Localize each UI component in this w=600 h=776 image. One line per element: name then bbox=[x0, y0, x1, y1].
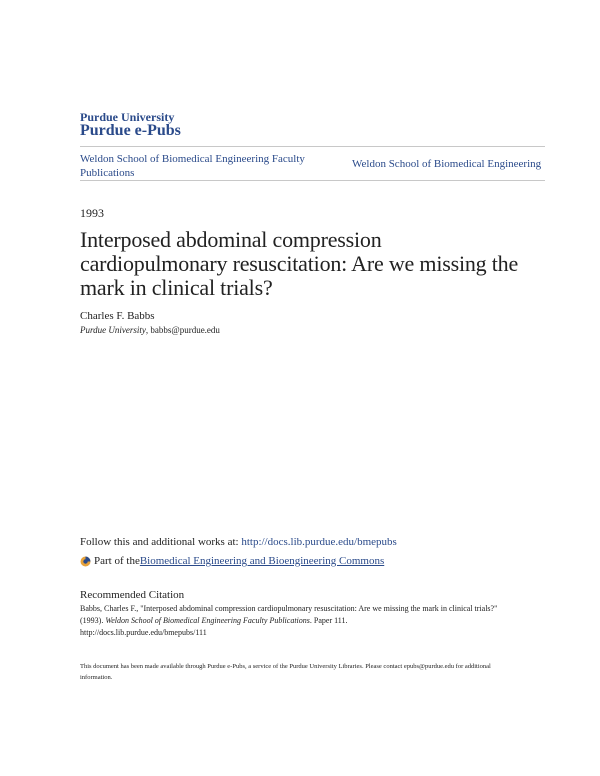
availability-notice: This document has been made available through Purdue e-Pubs, a service of the Purdue University Libraries. Please contact epubs@purdue.edu for additional information. bbox=[80, 663, 491, 681]
follow-text: Follow this and additional works at: bbox=[80, 536, 242, 548]
citation-line-1: Babbs, Charles F., "Interposed abdominal compression cardiopulmonary resuscitation: Are we missing the mark in clinical trials?" bbox=[80, 604, 498, 613]
citation-year: (1993). bbox=[80, 616, 106, 625]
follow-link[interactable]: http://docs.lib.purdue.edu/bmepubs bbox=[241, 536, 397, 548]
part-of-prefix: Part of the bbox=[94, 555, 140, 567]
bottom-divider bbox=[80, 180, 545, 181]
collection-link-weldon-school[interactable]: Weldon School of Biomedical Engineering bbox=[352, 158, 542, 170]
publication-year: 1993 bbox=[80, 206, 104, 220]
citation-series: Weldon School of Biomedical Engineering Faculty Publications bbox=[105, 616, 310, 625]
university-name: Purdue University bbox=[80, 110, 175, 124]
part-of-line bbox=[80, 555, 384, 567]
recommended-citation-heading: Recommended Citation bbox=[80, 589, 185, 601]
citation-line-2 bbox=[80, 615, 530, 627]
commons-link[interactable]: Biomedical Engineering and Bioengineering Commons bbox=[139, 555, 385, 567]
author-affiliation bbox=[80, 325, 220, 335]
affiliation-institution: Purdue University bbox=[80, 325, 146, 335]
document-title: Interposed abdominal compression cardiopulmonary resuscitation: Are we missing the mark in clinical trials? bbox=[80, 227, 519, 300]
follow-line bbox=[80, 536, 397, 548]
collection-link-faculty-publications[interactable]: Weldon School of Biomedical Engineering Faculty Publications bbox=[80, 153, 305, 179]
top-divider bbox=[80, 146, 545, 147]
author-email: , babbs@purdue.edu bbox=[145, 325, 220, 335]
repository-name[interactable]: Purdue e-Pubs bbox=[80, 122, 181, 139]
citation-url[interactable]: http://docs.lib.purdue.edu/bmepubs/111 bbox=[80, 628, 207, 637]
citation-paper: . Paper 111. bbox=[309, 616, 348, 625]
commons-network-icon bbox=[80, 556, 91, 567]
citation-text bbox=[80, 603, 530, 639]
author-name: Charles F. Babbs bbox=[80, 310, 155, 322]
